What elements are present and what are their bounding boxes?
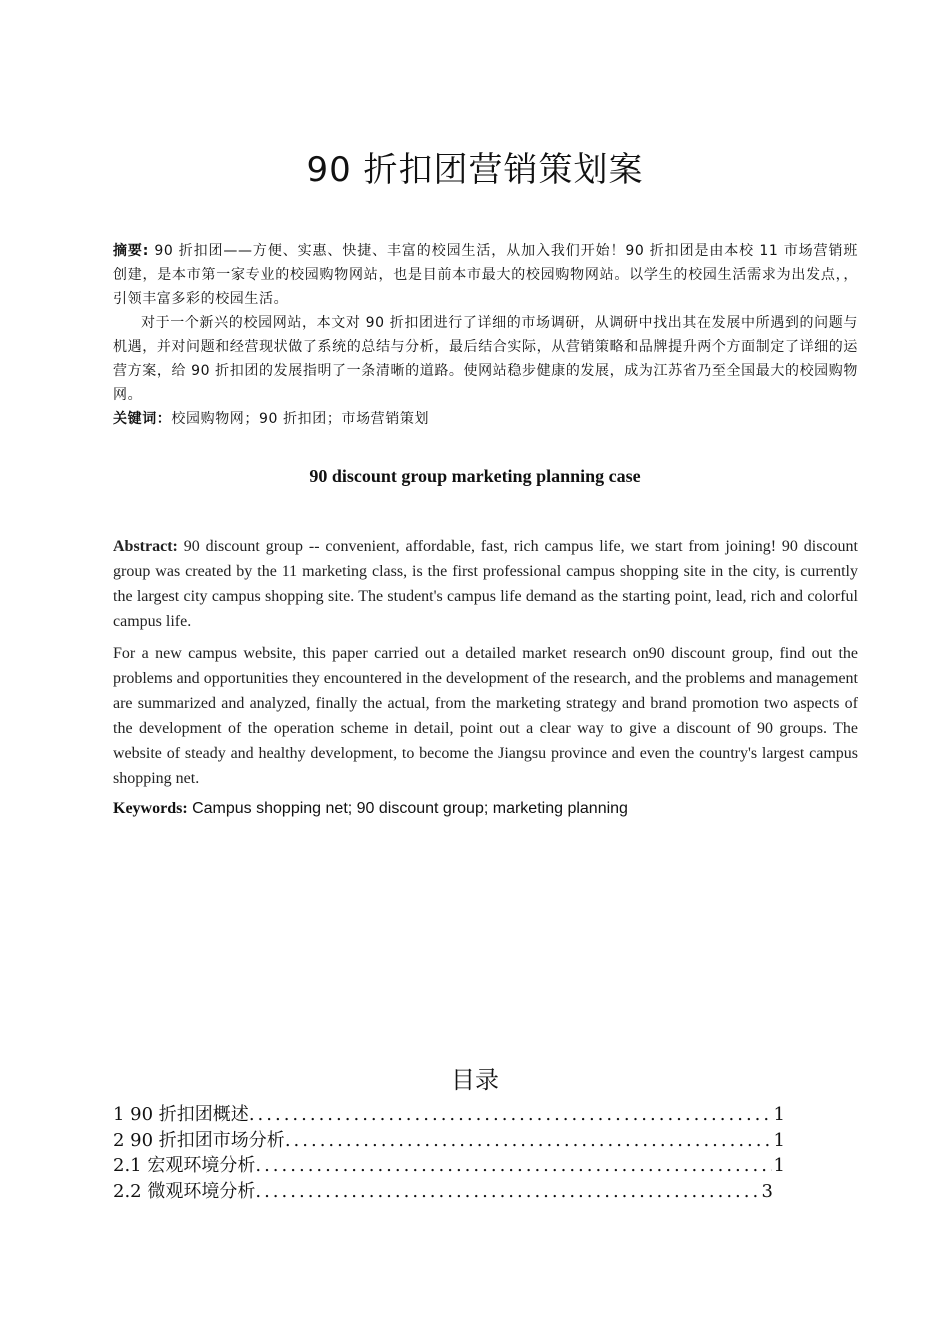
toc-entry[interactable] — [113, 1126, 785, 1152]
toc-entry[interactable] — [113, 1177, 773, 1203]
toc-leader — [249, 1104, 772, 1125]
keywords-text: 校园购物网；90 折扣团；市场营销策划 — [171, 411, 430, 427]
toc-entry[interactable] — [113, 1151, 785, 1177]
abstract-label: 摘要: — [113, 243, 149, 259]
toc-title: 目录 — [451, 1066, 499, 1094]
toc-leader — [255, 1155, 771, 1176]
toc-page-number: 1 — [773, 1104, 785, 1125]
toc-page-number: 1 — [773, 1155, 785, 1176]
english-title: 90 discount group marketing planning case — [309, 466, 641, 486]
keywords-label: 关键词： — [113, 411, 172, 427]
toc-entry-label: 2 90 折扣团市场分析 — [113, 1129, 285, 1151]
toc-page-number: 1 — [773, 1129, 785, 1151]
english-keywords-label: Keywords: — [113, 800, 188, 817]
toc-leader — [255, 1181, 759, 1202]
english-abstract-text: 90 discount group -- convenient, affordable, fast, rich campus life, we start from joining! 90 discount group was created by the 11 marketing class, is the first professional campus shopping site in the city, is currently the largest city campus shopping site. The student's campus life demand as the starting point, lead, rich and colorful campus life. — [113, 538, 858, 630]
table-of-contents — [113, 1100, 785, 1202]
chinese-abstract — [113, 239, 858, 431]
keywords-en — [113, 800, 628, 818]
toc-entry-label: 2.2 微观环境分析 — [113, 1180, 256, 1202]
english-keywords-text: Campus shopping net; 90 discount group; marketing planning — [187, 800, 628, 817]
abstract-paragraph — [113, 239, 858, 311]
keywords-cn — [113, 407, 858, 431]
english-abstract — [113, 534, 858, 791]
toc-entry[interactable] — [113, 1100, 785, 1126]
toc-entry-label: 2.1 宏观环境分析 — [113, 1155, 256, 1176]
english-abstract-paragraph — [113, 534, 858, 634]
english-abstract-paragraph-2: For a new campus website, this paper carried out a detailed market research on90 discount group, find out the problems and opportunities they encountered in the development of the research, and the problems and management are summarized and analyzed, finally the actual, from the marketing strategy and brand promotion two aspects of the development of the operation scheme in detail, point out a clear way to give a discount of 90 groups. The website of steady and healthy development, to become the Jiangsu province and even the country's largest campus shopping net. — [113, 645, 858, 787]
toc-leader — [285, 1130, 772, 1151]
page-title: 90 折扣团营销策划案 — [306, 150, 644, 190]
toc-page-number: 3 — [761, 1180, 773, 1202]
abstract-paragraph-2: 对于一个新兴的校园网站，本文对 90 折扣团进行了详细的市场调研，从调研中找出其在发展中所遇到的问题与机遇，并对问题和经营现状做了系统的总结与分析，最后结合实际，从营销策略和品牌提升两个方面制定了详细的运营方案，给 90 折扣团的发展指明了一条清晰的道路。使网站稳步健康的发展，成为江苏省乃至全国最大的校园购物网。 — [113, 315, 858, 403]
abstract-text: 90 折扣团——方便、实惠、快捷、丰富的校园生活，从加入我们开始！90 折扣团是由本校 11 市场营销班创建，是本市第一家专业的校园购物网站，也是目前本市最大的校园购物网站。以学生的校园生活需求为出发点，，引领丰富多彩的校园生活。 — [113, 243, 858, 307]
english-abstract-label: Abstract: — [113, 538, 178, 555]
toc-entry-label: 1 90 折扣团概述 — [113, 1104, 249, 1125]
